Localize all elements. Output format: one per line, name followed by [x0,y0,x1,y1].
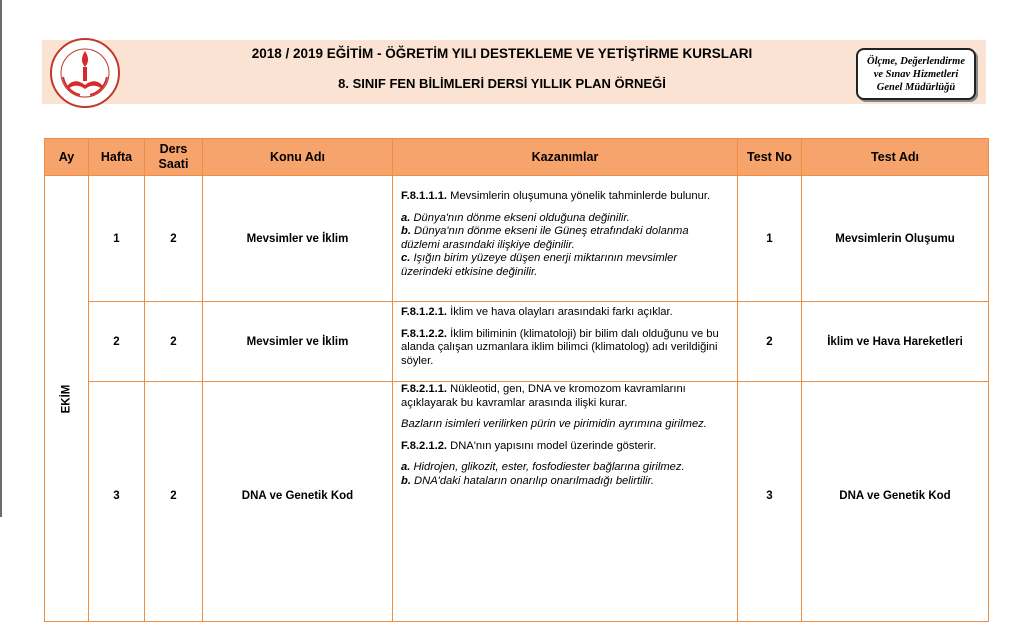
ders-saati-cell: 2 [145,302,203,382]
test-adi-cell: İklim ve Hava Hareketleri [802,302,989,382]
badge-line-2: ve Sınav Hizmetleri [873,68,959,80]
column-header-hafta: Hafta [89,139,145,176]
ders-saati-cell: 2 [145,382,203,622]
meb-logo [46,37,124,109]
table-header-row [45,139,989,176]
hafta-cell: 2 [89,302,145,382]
kazanim-item: F.8.1.2.2. İklim biliminin (klimatoloji) bir bilim dalı olduğunu ve bu alanda çalışan uzmanlara iklim bilimci (klimatolog) adı verildiğini söyler. [401,327,719,367]
kazanim-cell [393,176,738,302]
header-title-line2: 8. SINIF FEN BİLİMLERİ DERSİ YILLIK PLAN ÖRNEĞİ [338,76,666,91]
hafta-cell: 3 [89,382,145,622]
kazanim-subitem: a. Hidrojen, glikozit, ester, fosfodiester bağlarına girilmez. [401,461,685,474]
table-row [45,302,989,382]
badge-line-1: Ölçme, Değerlendirme [867,55,965,67]
konu-cell: Mevsimler ve İklim [203,302,393,382]
column-header-kazanimlar: Kazanımlar [393,139,738,176]
yearly-plan-table [44,138,989,622]
kazanim-item: F.8.1.2.1. İklim ve hava olayları arasındaki farkı açıklar. [401,306,673,318]
table-row [45,382,989,622]
test-adi-cell: Mevsimlerin Oluşumu [802,176,989,302]
kazanim-item: F.8.1.1.1. Mevsimlerin oluşumuna yönelik tahminlerde bulunur. [401,190,711,202]
table-row [45,176,989,302]
kazanim-cell [393,382,738,622]
konu-cell: Mevsimler ve İklim [203,176,393,302]
kazanim-cell [393,302,738,382]
month-label: EKİM [60,384,73,413]
kazanim-subitem: c. Işığın birim yüzeye düşen enerji miktarının mevsimler üzerindeki etkisine değinilir. [401,252,678,278]
test-adi-cell: DNA ve Genetik Kod [802,382,989,622]
konu-cell: DNA ve Genetik Kod [203,382,393,622]
kazanim-item: F.8.2.1.2. DNA'nın yapısını model üzerinde gösterir. [401,439,657,452]
column-header-ay: Ay [45,139,89,176]
test-no-cell: 2 [738,302,802,382]
badge-line-3: Genel Müdürlüğü [876,81,956,93]
test-no-cell: 3 [738,382,802,622]
kazanim-subitem: a. Dünya'nın dönme ekseni olduğuna değinilir. [401,211,630,224]
kazanim-note: Bazların isimleri verilirken pürin ve pirimidin ayrımına girilmez. [401,418,707,431]
page-left-border [0,0,2,517]
header-title-line1: 2018 / 2019 EĞİTİM - ÖĞRETİM YILI DESTEKLEME VE YETİŞTİRME KURSLARI [251,46,753,61]
ders-saati-cell: 2 [145,176,203,302]
kazanim-subitem: b. DNA'daki hataların onarılıp onarılmadığı belirtilir. [401,474,654,487]
header-banner [42,40,986,104]
kazanim-subitem: b. Dünya'nın dönme ekseni ile Güneş etrafındaki dolanma düzlemi arasındaki ilişkiye değinilir. [401,225,689,251]
kazanim-item: F.8.2.1.1. Nükleotid, gen, DNA ve kromozom kavramlarını açıklayarak bu kavramlar arasında ilişki kurar. [401,383,686,409]
column-header-ders-saati: Ders Saati [145,139,203,176]
month-cell [45,176,89,622]
osym-badge [856,48,976,100]
column-header-test-no: Test No [738,139,802,176]
test-no-cell: 1 [738,176,802,302]
hafta-cell: 1 [89,176,145,302]
column-header-test-adi: Test Adı [802,139,989,176]
column-header-konu-adi: Konu Adı [203,139,393,176]
